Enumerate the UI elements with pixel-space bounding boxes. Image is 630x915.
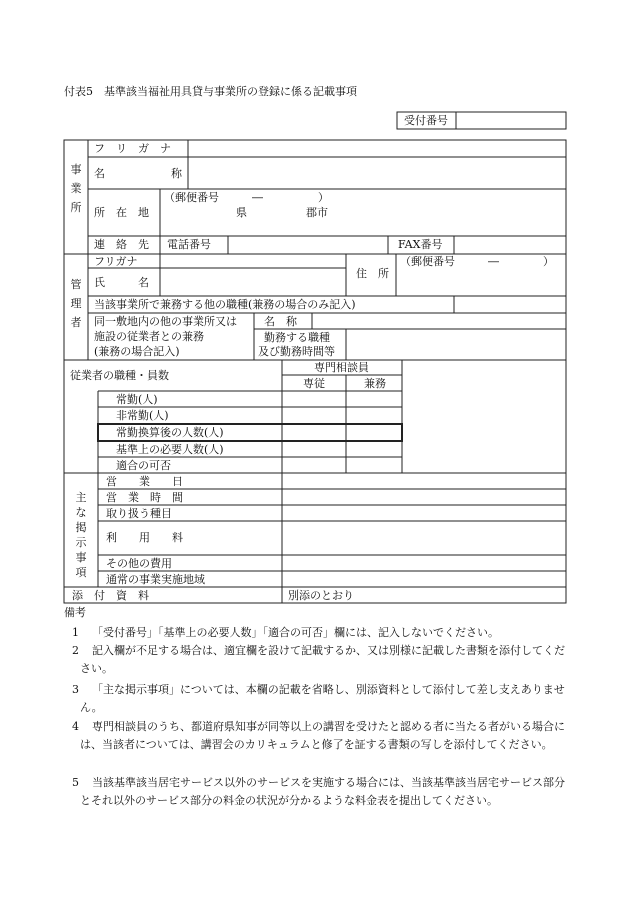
kanrisha-kinmu-field[interactable] (347, 330, 565, 359)
kanrisha-postal-label: （郵便番号 ― ） (400, 255, 554, 268)
notes-heading: 備考 (64, 606, 86, 619)
jigyosho-address-label: 所 在 地 (94, 206, 149, 219)
jigyosho-fax-label: FAX番号 (398, 238, 443, 251)
kanrisha-other-line1: 同一敷地内の他の事業所又は (94, 315, 237, 328)
staff-header: 従業者の職種・員数 (70, 369, 169, 382)
note-item: 5 当該基準該当居宅サービス以外のサービスを実施する場合には、当該基準該当居宅サービス部分とそれ以外のサービス部分の料金の状況が分かるような料金表を提出してください。 (72, 776, 565, 807)
note-item: 2 記入欄が不足する場合は、適宜欄を設けて記載するか、又は別様に記載した書類を添付してください。 (72, 644, 565, 675)
jigyosho-name-label: 名 称 (94, 167, 182, 180)
keiji-section-label: 主 な 掲 示 事 項 (75, 491, 87, 579)
keiji-row-label: 利 用 料 (106, 531, 183, 544)
jigyosho-phone-field[interactable] (229, 237, 387, 253)
kanrisha-name-label: 氏 名 (94, 276, 149, 289)
kanrisha-kinmu-line2: 及び勤務時間等 (258, 345, 335, 358)
jigyosho-address-field[interactable] (161, 190, 565, 235)
keiji-row-label: 営 業 日 (106, 475, 183, 488)
kanrisha-other-line2: 施設の従業者との兼務 (94, 330, 204, 343)
staff-row-label: 適合の可否 (116, 459, 171, 472)
kanrisha-other-line3: (兼務の場合記入) (94, 345, 180, 358)
form-title: 付表5 基準該当福祉用具貸与事業所の登録に係る記載事項 (64, 85, 357, 98)
receipt-number-label: 受付番号 (404, 114, 448, 127)
note-item: 1 「受付番号」「基準上の必要人数」「適合の可否」欄には、記入しないでください。 (72, 626, 499, 639)
kanrisha-kinmu-line1: 勤務する職種 (264, 331, 330, 344)
staff-col-group: 専門相談員 (314, 361, 369, 374)
jigyosho-postal-label: （郵便番号 ― ） (164, 191, 329, 204)
kanrisha-section-label: 管 理 者 (70, 278, 82, 329)
jigyosho-phone-label: 電話番号 (167, 238, 211, 251)
staff-row-label: 基準上の必要人数(人) (116, 443, 224, 456)
keiji-row-label: その他の費用 (106, 557, 172, 570)
jigyosho-furigana-field[interactable] (189, 141, 565, 156)
kanrisha-concurrent-label: 当該事業所で兼務する他の職種(兼務の場合のみ記入) (94, 298, 356, 311)
jigyosho-section-label: 事 業 所 (70, 163, 82, 214)
staff-row-label: 常勤換算後の人数(人) (116, 426, 224, 439)
staff-col-part: 兼務 (364, 377, 386, 390)
note-item: 4 専門相談員のうち、都道府県知事が同等以上の講習を受けたと認める者に当たる者がいる場合には、当該者については、講習会のカリキュラムと修了を証する書類の写しを添付してください。 (72, 720, 565, 751)
jigyosho-ken-label: 県 (236, 206, 247, 219)
jigyosho-name-field[interactable] (189, 158, 565, 188)
kanrisha-concurrent-field[interactable] (455, 297, 565, 312)
jigyosho-fax-field[interactable] (455, 237, 565, 253)
keiji-row-label: 取り扱う種目 (106, 507, 172, 520)
kanrisha-furigana-field[interactable] (161, 255, 345, 267)
kanrisha-furigana-label: フリガナ (94, 255, 138, 268)
keiji-row-label: 営 業 時 間 (106, 491, 183, 504)
attachment-label: 添 付 資 料 (72, 589, 149, 602)
keiji-row-label: 通常の事業実施地域 (106, 573, 205, 586)
kanrisha-meisho-label: 名 称 (264, 315, 297, 328)
kanrisha-address-field[interactable] (397, 270, 565, 295)
kanrisha-address-label: 住 所 (356, 267, 389, 280)
jigyosho-furigana-label: フ リ ガ ナ (94, 142, 171, 155)
jigyosho-contact-label: 連 絡 先 (94, 238, 149, 251)
kanrisha-name-field[interactable] (161, 269, 345, 295)
receipt-number-field[interactable] (457, 113, 565, 128)
jigyosho-gunshi-label: 郡市 (306, 206, 328, 219)
staff-row-label: 常勤(人) (116, 393, 158, 406)
staff-row-label: 非常勤(人) (116, 409, 169, 422)
staff-col-full: 専従 (303, 377, 325, 390)
kanrisha-meisho-field[interactable] (313, 314, 565, 328)
attachment-value: 別添のとおり (288, 589, 354, 602)
note-item: 3 「主な掲示事項」については、本欄の記載を省略し、別添資料として添付して差し支えありません。 (72, 683, 565, 714)
